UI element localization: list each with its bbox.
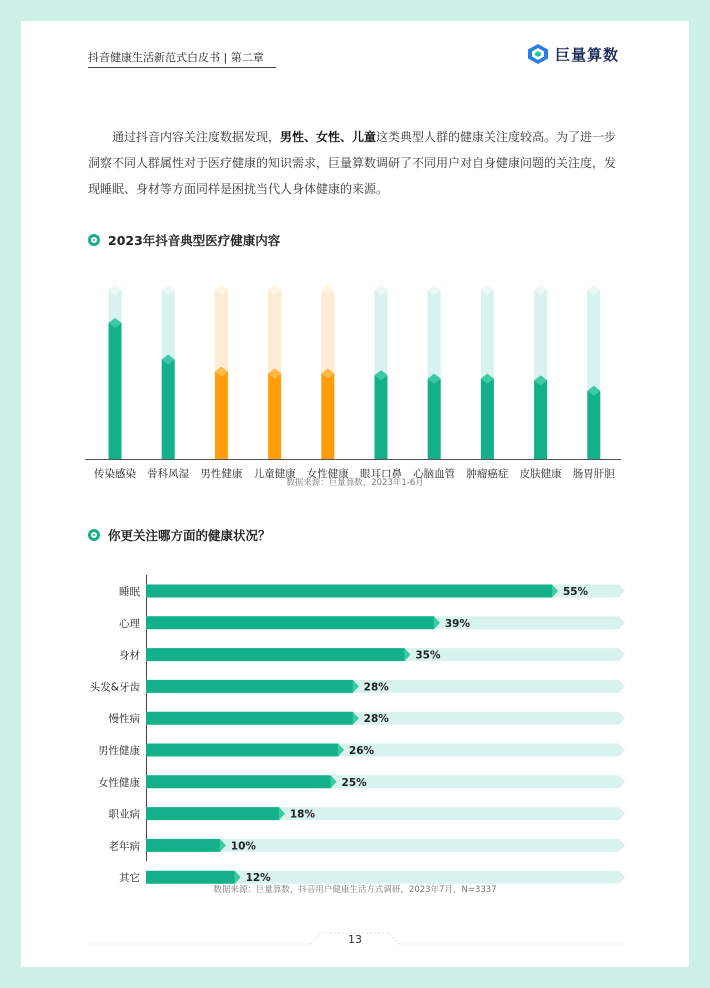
chart2-source: 数据来源：巨量算数，抖音用户健康生活方式调研，2023年7月，N=3337: [213, 885, 497, 895]
bar: [109, 318, 122, 459]
intro-text-1: 通过抖音内容关注度数据发现，: [112, 130, 281, 144]
value-label: 18%: [289, 808, 315, 821]
bar: [146, 585, 558, 598]
bar: [375, 370, 388, 459]
category-label: 肿瘤癌症: [466, 468, 509, 480]
bar: [146, 712, 359, 725]
bar: [481, 374, 494, 459]
category-label: 皮肤健康: [519, 468, 562, 480]
value-label: 25%: [341, 776, 367, 789]
category-label: 睡眠: [119, 586, 140, 598]
category-label: 女性健康: [98, 776, 140, 789]
chart2-title: [88, 526, 271, 544]
category-label: 骨科风湿: [147, 468, 190, 480]
category-label: 传染感染: [94, 468, 136, 480]
category-label: 头发&牙齿: [89, 681, 140, 694]
value-label: 10%: [230, 840, 256, 853]
bar: [146, 680, 359, 693]
value-label: 28%: [363, 681, 389, 694]
category-label: 其它: [119, 872, 140, 885]
category-label: 男性健康: [200, 468, 243, 480]
chart1-title-text: 2023年抖音典型医疗健康内容: [108, 233, 281, 248]
category-label: 眼耳口鼻: [360, 468, 402, 480]
category-label: 身材: [119, 649, 140, 662]
bar: [146, 648, 410, 661]
bar: [146, 839, 226, 852]
value-label: 28%: [363, 713, 389, 726]
category-label: 慢性病: [108, 713, 140, 726]
bar: [146, 616, 440, 629]
category-label: 老年病: [108, 840, 140, 853]
value-label: 39%: [444, 617, 470, 630]
chart1-title: [88, 231, 280, 249]
bar: [587, 386, 600, 459]
brand-logo-icon: [527, 43, 549, 65]
value-label: 12%: [245, 872, 271, 885]
bar: [268, 369, 281, 459]
category-label: 儿童健康: [253, 468, 296, 480]
bar: [146, 807, 285, 820]
bar: [146, 744, 344, 757]
header-title: 抖音健康生活新范式白皮书 | 第二章: [88, 51, 264, 64]
category-label: 心脑血管: [413, 468, 456, 480]
category-label: 心理: [119, 617, 140, 630]
value-label: 26%: [348, 745, 375, 757]
intro-bold: 男性、女性、儿童: [280, 130, 377, 144]
bar: [146, 871, 241, 884]
category-label: 职业病: [108, 808, 140, 821]
page-number: 13: [348, 933, 362, 946]
header-rule: [88, 67, 276, 68]
bar: [162, 355, 175, 459]
category-label: 男性健康: [98, 745, 140, 757]
chart1-source: 数据来源：巨量算数，2023年1-6月: [286, 478, 424, 488]
bar: [534, 375, 547, 459]
target-icon: [88, 234, 100, 246]
page: [21, 21, 689, 967]
brand-logo: [527, 43, 619, 65]
chart2-title-text: 你更关注哪方面的健康状况？: [108, 528, 271, 543]
category-label: 女性健康: [306, 468, 349, 480]
bar: [146, 775, 337, 788]
bar: [321, 369, 334, 459]
bar: [428, 374, 441, 459]
bar: [215, 367, 228, 459]
value-label: 55%: [562, 586, 589, 598]
intro-paragraph: [88, 124, 623, 202]
vertical-bar-chart: [21, 255, 689, 480]
category-label: 肠胃肝胆: [572, 468, 615, 480]
target-icon: [88, 529, 100, 541]
horizontal-bar-chart: [21, 553, 689, 885]
value-label: 35%: [415, 649, 441, 662]
brand-logo-text: 巨量算数: [554, 45, 619, 64]
intro-text-2: 这类典型人群的健康关注度较高。为了进一步洞察不同人群属性对于医疗健康的知识需求，巨量算数调研了不同用户对自身健康问题的关注度，发现睡眠、身材等方面同样是困扰当代人身体健康的来源。: [88, 130, 617, 196]
